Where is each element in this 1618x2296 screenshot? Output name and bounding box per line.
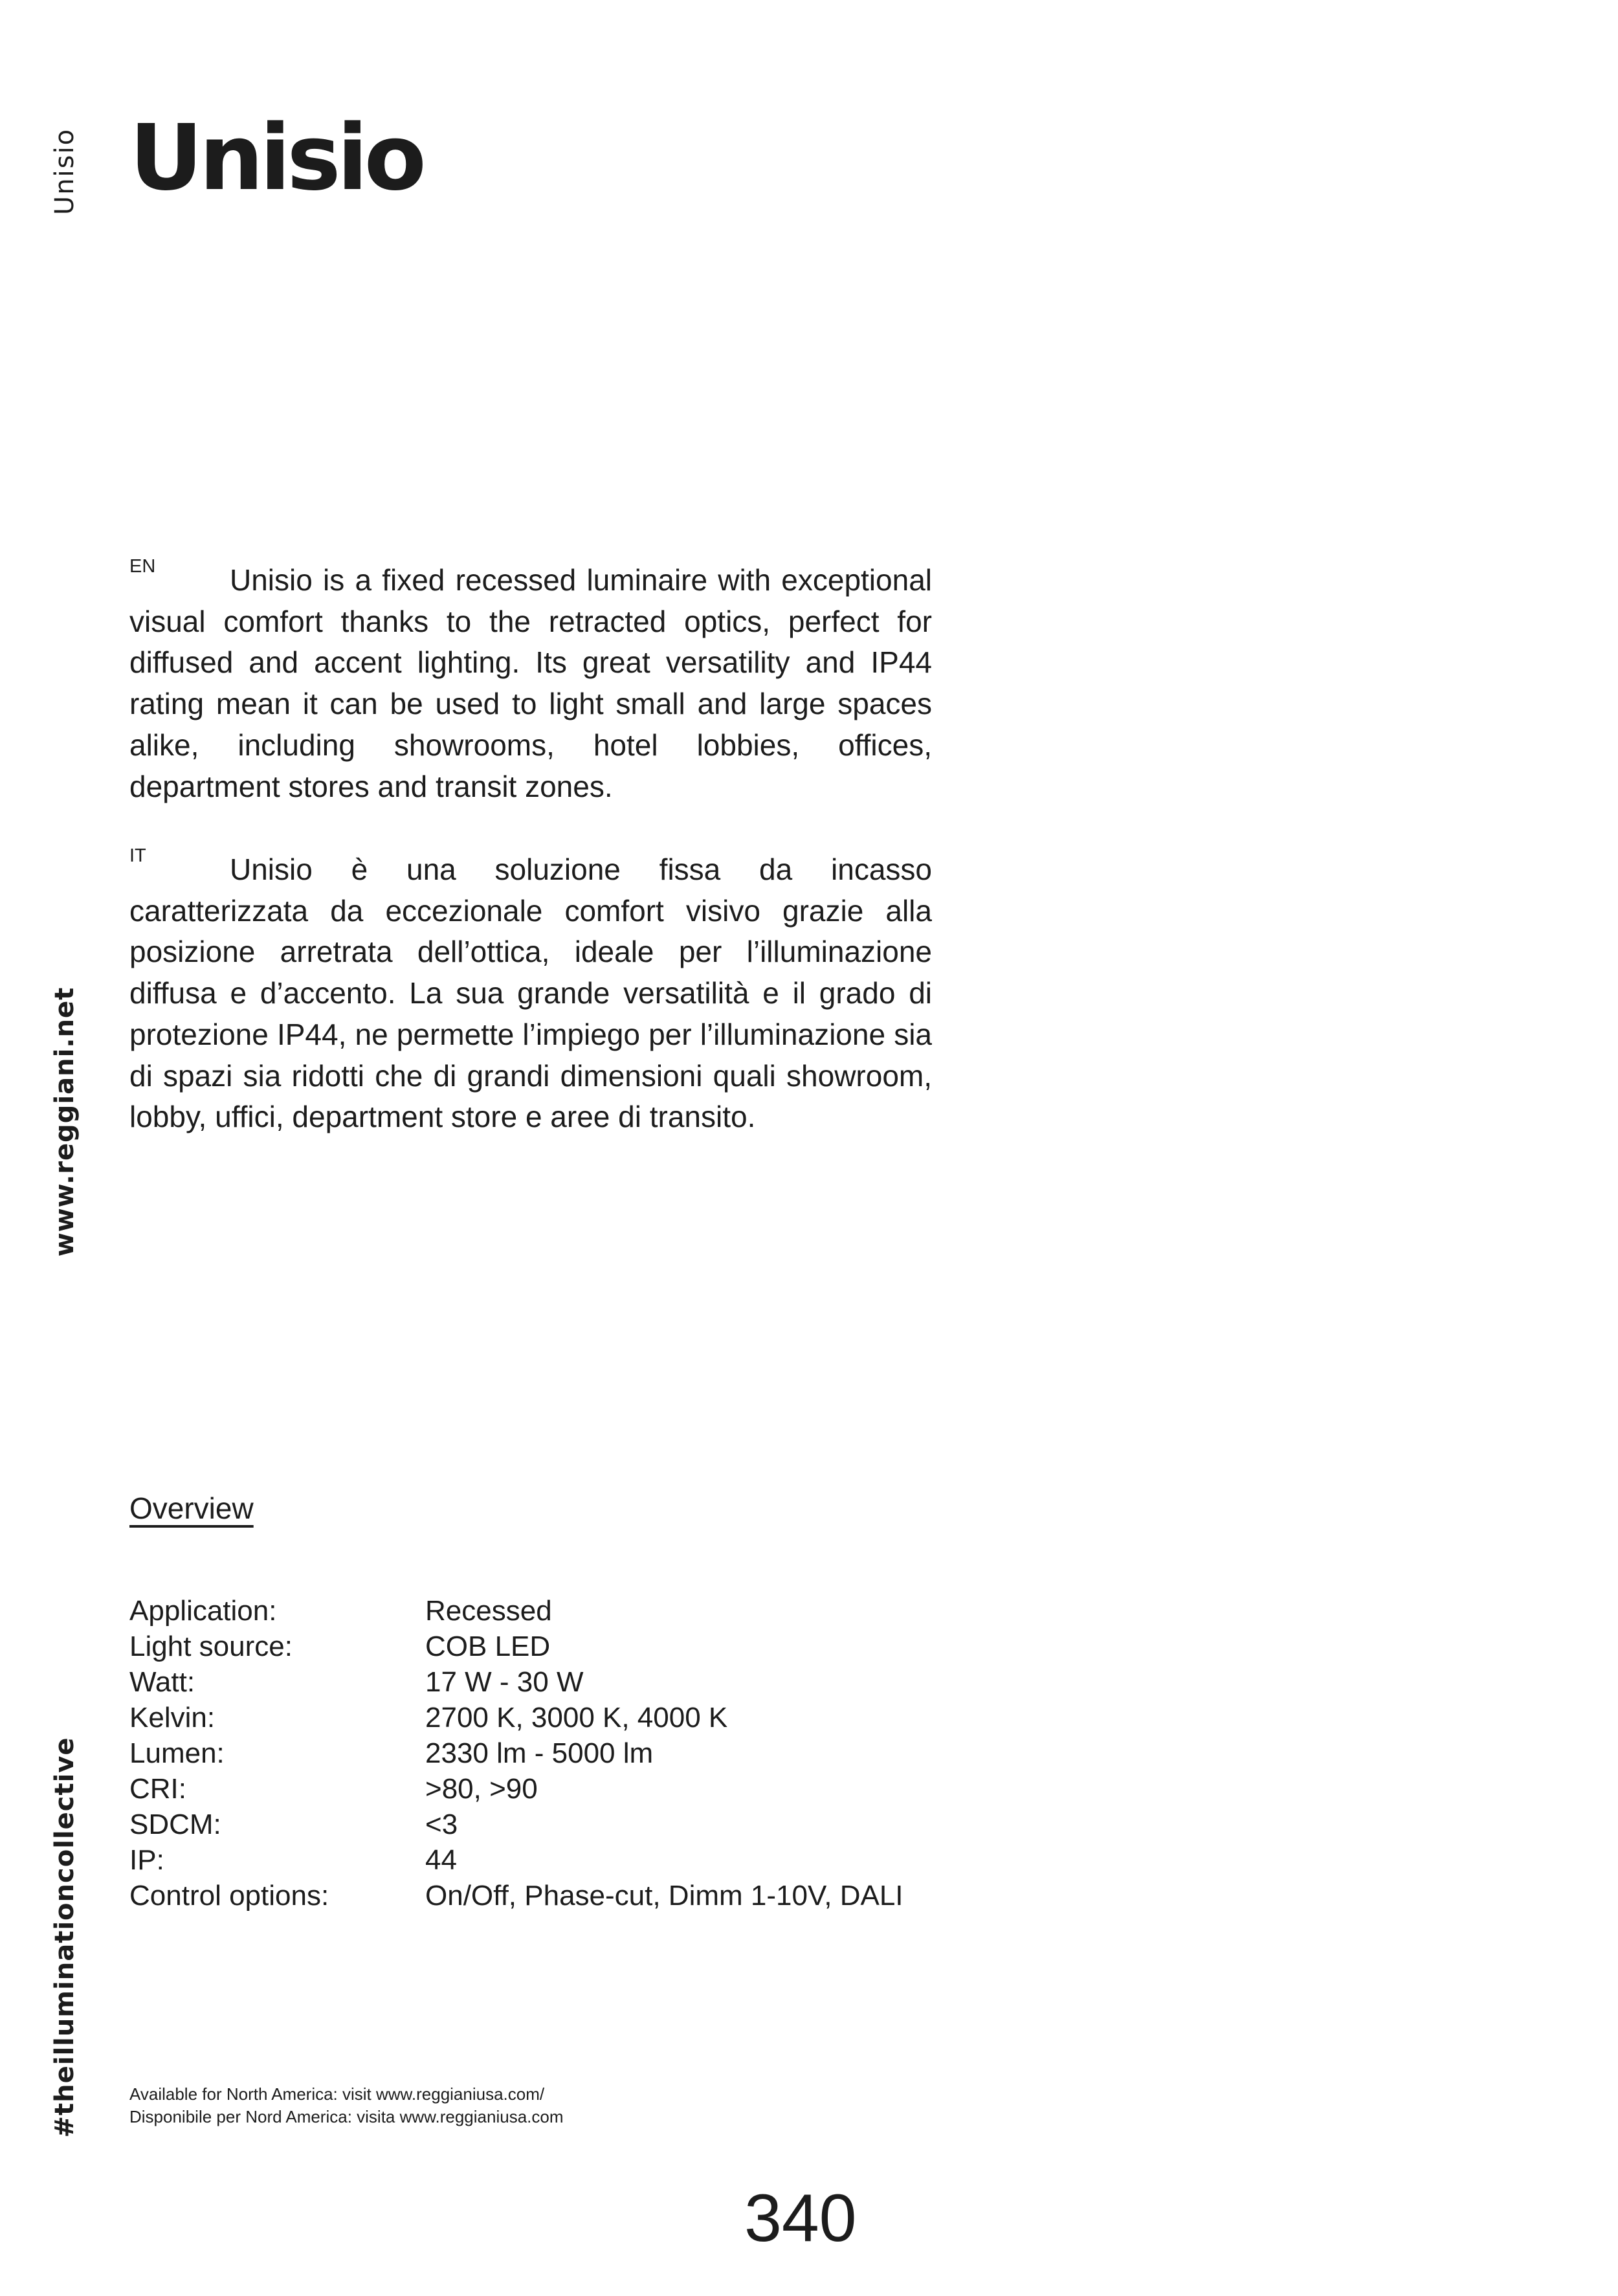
spec-value: COB LED [425,1631,551,1662]
spec-value: 44 [425,1844,457,1876]
description-en-text: Unisio is a fixed recessed luminaire with exceptional visual comfort thanks to the retracted optics, perfect for diffused and accent lighting. Its great versatility and IP44 rating mean it can be used to light small and large spaces alike, including showrooms, hotel lobbies, offices, department stores and transit zones. [129,563,932,803]
spec-value: On/Off, Phase-cut, Dimm 1-10V, DALI [425,1880,903,1911]
availability-en: Available for North America: visit www.reggianiusa.com/ [129,2084,545,2104]
description-it [129,845,932,1138]
spec-row-lumen [129,1735,971,1771]
spec-label: SDCM: [129,1809,221,1840]
spec-row-sdcm [129,1807,971,1842]
spec-value: Recessed [425,1595,552,1627]
spec-table [129,1593,971,1913]
availability-it: Disponibile per Nord America: visita www.reggianiusa.com [129,2107,564,2126]
spec-row-application [129,1593,971,1629]
lang-tag-it: IT [129,845,146,866]
spec-row-watt [129,1664,971,1700]
product-title: Unisio [129,106,423,211]
side-hashtag-label: #theilluminationcollective [50,1737,80,2138]
spec-value: 17 W - 30 W [425,1666,584,1698]
spec-label: Kelvin: [129,1702,216,1733]
spec-label: Lumen: [129,1737,225,1769]
description-en [129,556,932,807]
spec-label: Watt: [129,1666,195,1698]
spec-label: IP: [129,1844,164,1876]
spec-row-ip [129,1842,971,1878]
spec-label: Light source: [129,1631,293,1662]
spec-row-control-options [129,1878,971,1913]
spec-value: <3 [425,1809,458,1840]
lang-tag-en: EN [129,556,156,577]
spec-label: CRI: [129,1773,186,1805]
spec-row-kelvin [129,1700,971,1735]
availability-note [129,2083,564,2128]
spec-row-cri [129,1771,971,1807]
side-website-label: www.reggiani.net [50,986,80,1257]
spec-value: 2330 lm - 5000 lm [425,1737,654,1769]
spec-label: Control options: [129,1880,329,1911]
spec-row-light-source [129,1629,971,1664]
overview-heading: Overview [129,1491,254,1525]
spec-label: Application: [129,1595,277,1627]
page-number: 340 [744,2181,857,2256]
description-it-text: Unisio è una soluzione fissa da incasso caratterizzata da eccezionale comfort visivo grazie alla posizione arretrata dell’ottica, ideale per l’illuminazione diffusa e d’accento. La sua grande versatilità e il grado di protezione IP44, ne permette l’impiego per l’illuminazione sia di spazi sia ridotti che di grandi dimensioni quali showroom, lobby, uffici, department store e aree di transito. [129,853,932,1134]
spec-value: 2700 K, 3000 K, 4000 K [425,1702,728,1733]
spec-value: >80, >90 [425,1773,538,1805]
side-brand-label: Unisio [50,128,80,216]
